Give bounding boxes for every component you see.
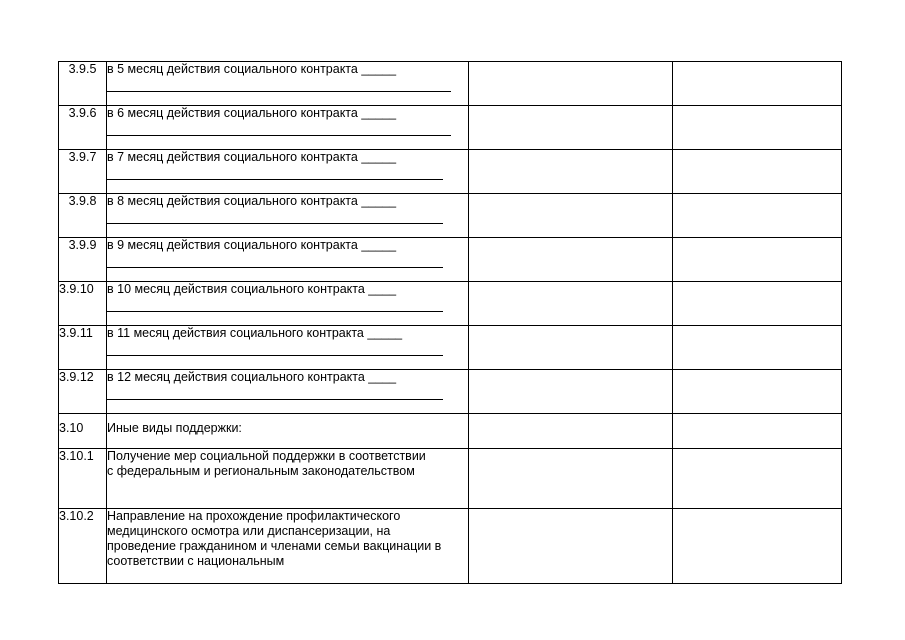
section-heading: Иные виды поддержки: — [107, 414, 469, 449]
table-row — [59, 326, 842, 370]
row-number: 3.9.5 — [59, 62, 107, 106]
row-label: в 12 месяц действия социального контракта ____ — [107, 370, 397, 384]
row-text — [107, 62, 469, 106]
table-row — [59, 370, 842, 414]
row-text — [107, 106, 469, 150]
row-label: в 7 месяц действия социального контракта _____ — [107, 150, 397, 164]
fill-in-line — [107, 341, 443, 356]
row-number: 3.10.2 — [59, 509, 107, 584]
table-row — [59, 150, 842, 194]
fill-in-line — [107, 77, 451, 92]
row-text — [107, 238, 469, 282]
table-row — [59, 509, 842, 584]
empty-cell — [469, 449, 673, 509]
empty-cell — [673, 150, 842, 194]
empty-cell — [469, 150, 673, 194]
row-number: 3.9.8 — [59, 194, 107, 238]
fill-in-line — [107, 121, 451, 136]
empty-cell — [469, 106, 673, 150]
row-text — [107, 509, 469, 584]
row-label: в 9 месяц действия социального контракта _____ — [107, 238, 397, 252]
empty-cell — [673, 282, 842, 326]
empty-cell — [673, 194, 842, 238]
empty-cell — [469, 370, 673, 414]
section-number: 3.10 — [59, 414, 107, 449]
row-text — [107, 150, 469, 194]
row-number: 3.9.11 — [59, 326, 107, 370]
fill-in-line — [107, 209, 443, 224]
row-label: в 8 месяц действия социального контракта _____ — [107, 194, 397, 208]
row-text — [107, 194, 469, 238]
table-row — [59, 414, 842, 449]
fill-in-line — [107, 165, 443, 180]
row-label: в 6 месяц действия социального контракта _____ — [107, 106, 397, 120]
support-plan-table — [58, 61, 842, 584]
empty-cell — [673, 106, 842, 150]
row-label: в 11 месяц действия социального контракта _____ — [107, 326, 403, 340]
empty-cell — [673, 326, 842, 370]
row-number: 3.10.1 — [59, 449, 107, 509]
empty-cell — [469, 62, 673, 106]
table-row — [59, 62, 842, 106]
empty-cell — [469, 282, 673, 326]
fill-in-line — [107, 297, 443, 312]
fill-in-line — [107, 385, 443, 400]
row-number: 3.9.9 — [59, 238, 107, 282]
fill-in-line — [107, 253, 443, 268]
empty-cell — [673, 238, 842, 282]
row-number: 3.9.6 — [59, 106, 107, 150]
empty-cell — [673, 449, 842, 509]
empty-cell — [673, 370, 842, 414]
table-row — [59, 282, 842, 326]
empty-cell — [469, 414, 673, 449]
empty-cell — [469, 326, 673, 370]
row-text — [107, 326, 469, 370]
row-text — [107, 370, 469, 414]
row-number: 3.9.10 — [59, 282, 107, 326]
empty-cell — [673, 414, 842, 449]
row-text — [107, 282, 469, 326]
table-row — [59, 449, 842, 509]
table-row — [59, 106, 842, 150]
empty-cell — [469, 509, 673, 584]
row-label: Направление на прохождение профилактического медицинского осмотра или диспансеризации, на проведение гражданином и членами семьи вакцинации в соответствии с национальным — [107, 509, 442, 568]
empty-cell — [673, 62, 842, 106]
empty-cell — [673, 509, 842, 584]
row-number: 3.9.12 — [59, 370, 107, 414]
empty-cell — [469, 194, 673, 238]
row-number: 3.9.7 — [59, 150, 107, 194]
table-row — [59, 194, 842, 238]
row-label: в 5 месяц действия социального контракта _____ — [107, 62, 397, 76]
table-row — [59, 238, 842, 282]
row-text — [107, 449, 469, 509]
row-label: в 10 месяц действия социального контракта ____ — [107, 282, 397, 296]
empty-cell — [469, 238, 673, 282]
row-label: Получение мер социальной поддержки в соответствии с федеральным и региональным законодательством — [107, 449, 426, 478]
